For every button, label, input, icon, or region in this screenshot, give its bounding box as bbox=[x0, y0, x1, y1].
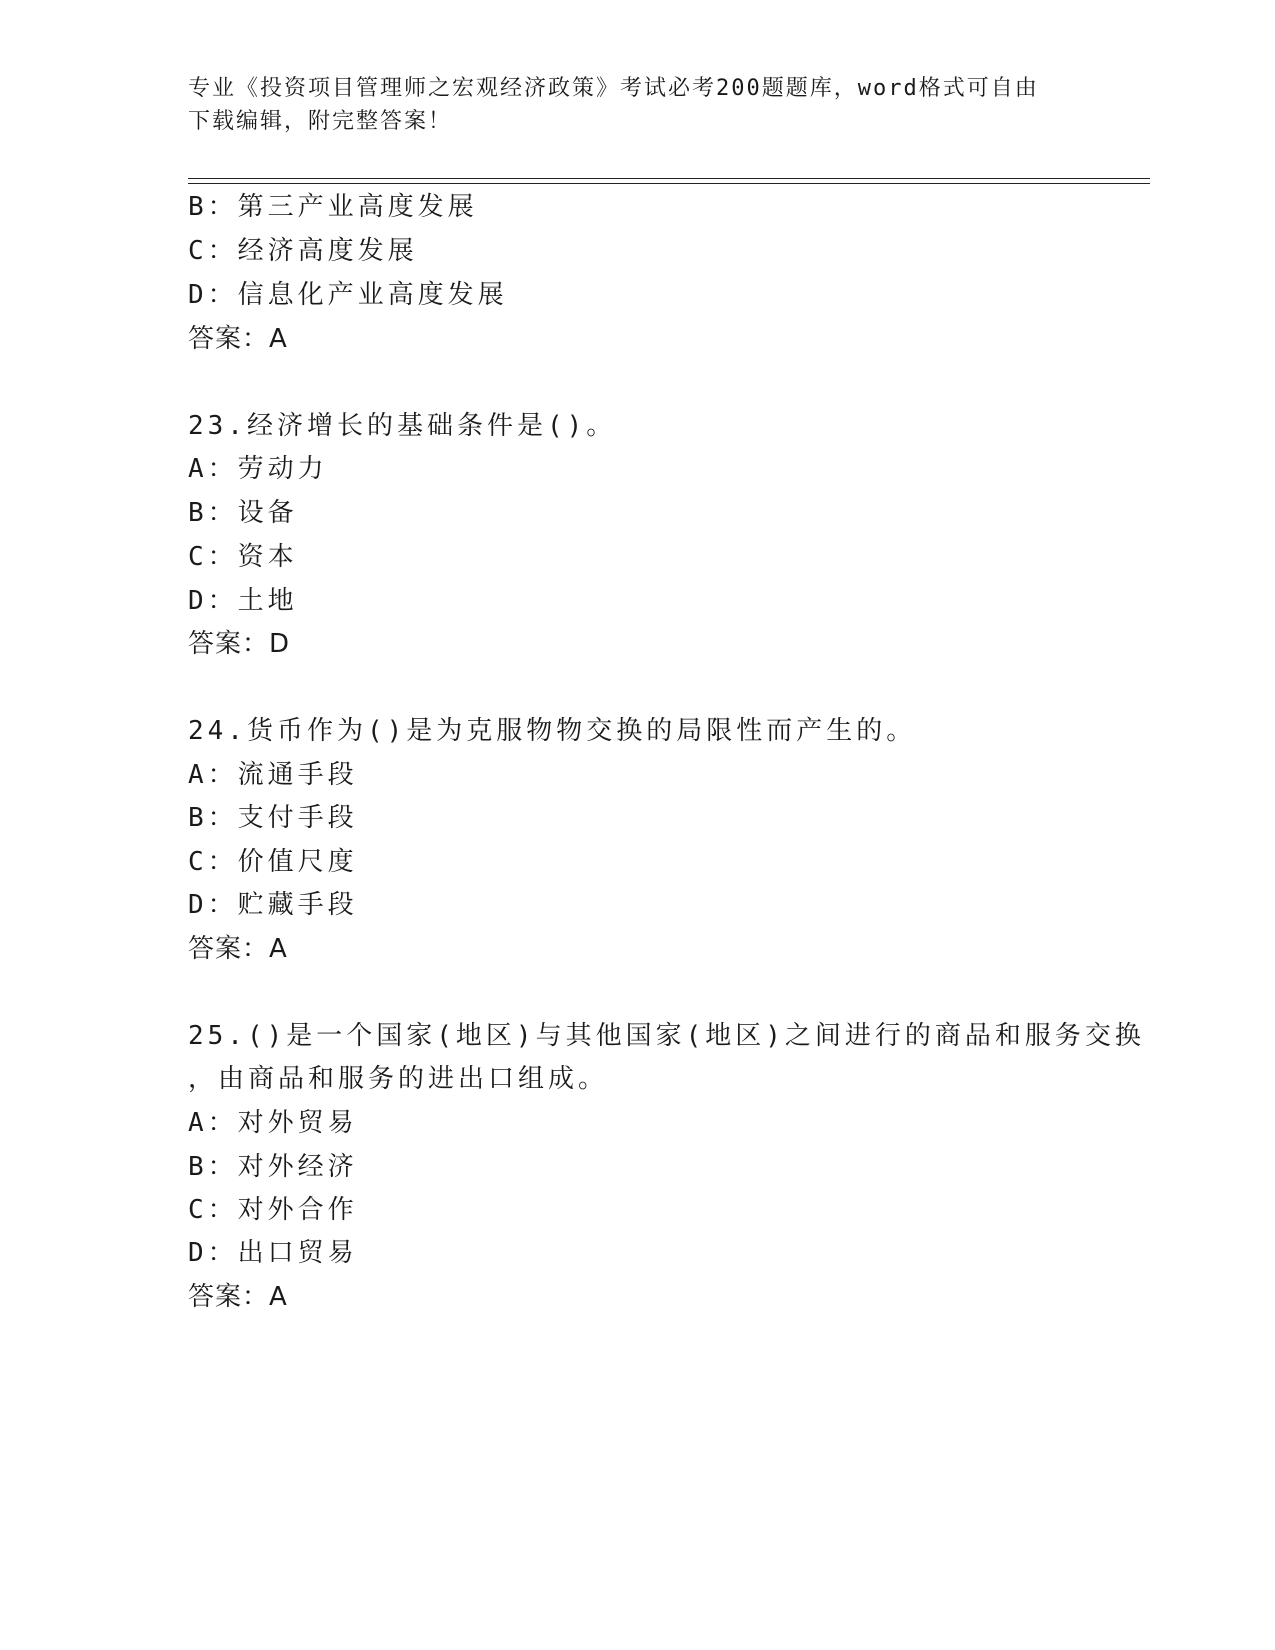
q24-option-d: D：贮藏手段 bbox=[188, 890, 358, 920]
header-divider-top bbox=[188, 178, 1150, 179]
q23-option-c: C：资本 bbox=[188, 542, 298, 572]
q25-option-a: A：对外贸易 bbox=[188, 1108, 358, 1138]
q22-answer: 答案：A bbox=[188, 324, 288, 354]
q23-option-b: B：设备 bbox=[188, 498, 298, 528]
header-line-1: 专业《投资项目管理师之宏观经济政策》考试必考200题题库，word格式可自由 bbox=[188, 76, 1039, 101]
q25-option-c: C：对外合作 bbox=[188, 1195, 358, 1225]
q25-question-line-1: 25.()是一个国家(地区)与其他国家(地区)之间进行的商品和服务交换 bbox=[188, 1021, 1145, 1051]
q24-option-b: B：支付手段 bbox=[188, 803, 358, 833]
q25-question-line-2: ，由商品和服务的进出口组成。 bbox=[188, 1064, 609, 1094]
q23-answer: 答案：D bbox=[188, 629, 291, 659]
header-divider-bottom bbox=[188, 183, 1150, 184]
q24-option-a: A：流通手段 bbox=[188, 760, 358, 790]
q25-option-b: B：对外经济 bbox=[188, 1152, 358, 1182]
q24-answer: 答案：A bbox=[188, 934, 288, 964]
q25-option-d: D：出口贸易 bbox=[188, 1238, 358, 1268]
document-header bbox=[188, 72, 1088, 138]
q24-option-c: C：价值尺度 bbox=[188, 847, 358, 877]
q24-question: 24.货币作为()是为克服物物交换的局限性而产生的。 bbox=[188, 716, 917, 746]
q22-option-d: D：信息化产业高度发展 bbox=[188, 280, 508, 310]
header-line-2: 下载编辑，附完整答案！ bbox=[188, 109, 453, 134]
q23-question: 23.经济增长的基础条件是()。 bbox=[188, 411, 617, 441]
q22-option-b: B：第三产业高度发展 bbox=[188, 192, 478, 222]
q23-option-d: D：土地 bbox=[188, 586, 298, 616]
q23-option-a: A：劳动力 bbox=[188, 454, 328, 484]
q22-option-c: C：经济高度发展 bbox=[188, 236, 418, 266]
q25-answer: 答案：A bbox=[188, 1282, 288, 1312]
